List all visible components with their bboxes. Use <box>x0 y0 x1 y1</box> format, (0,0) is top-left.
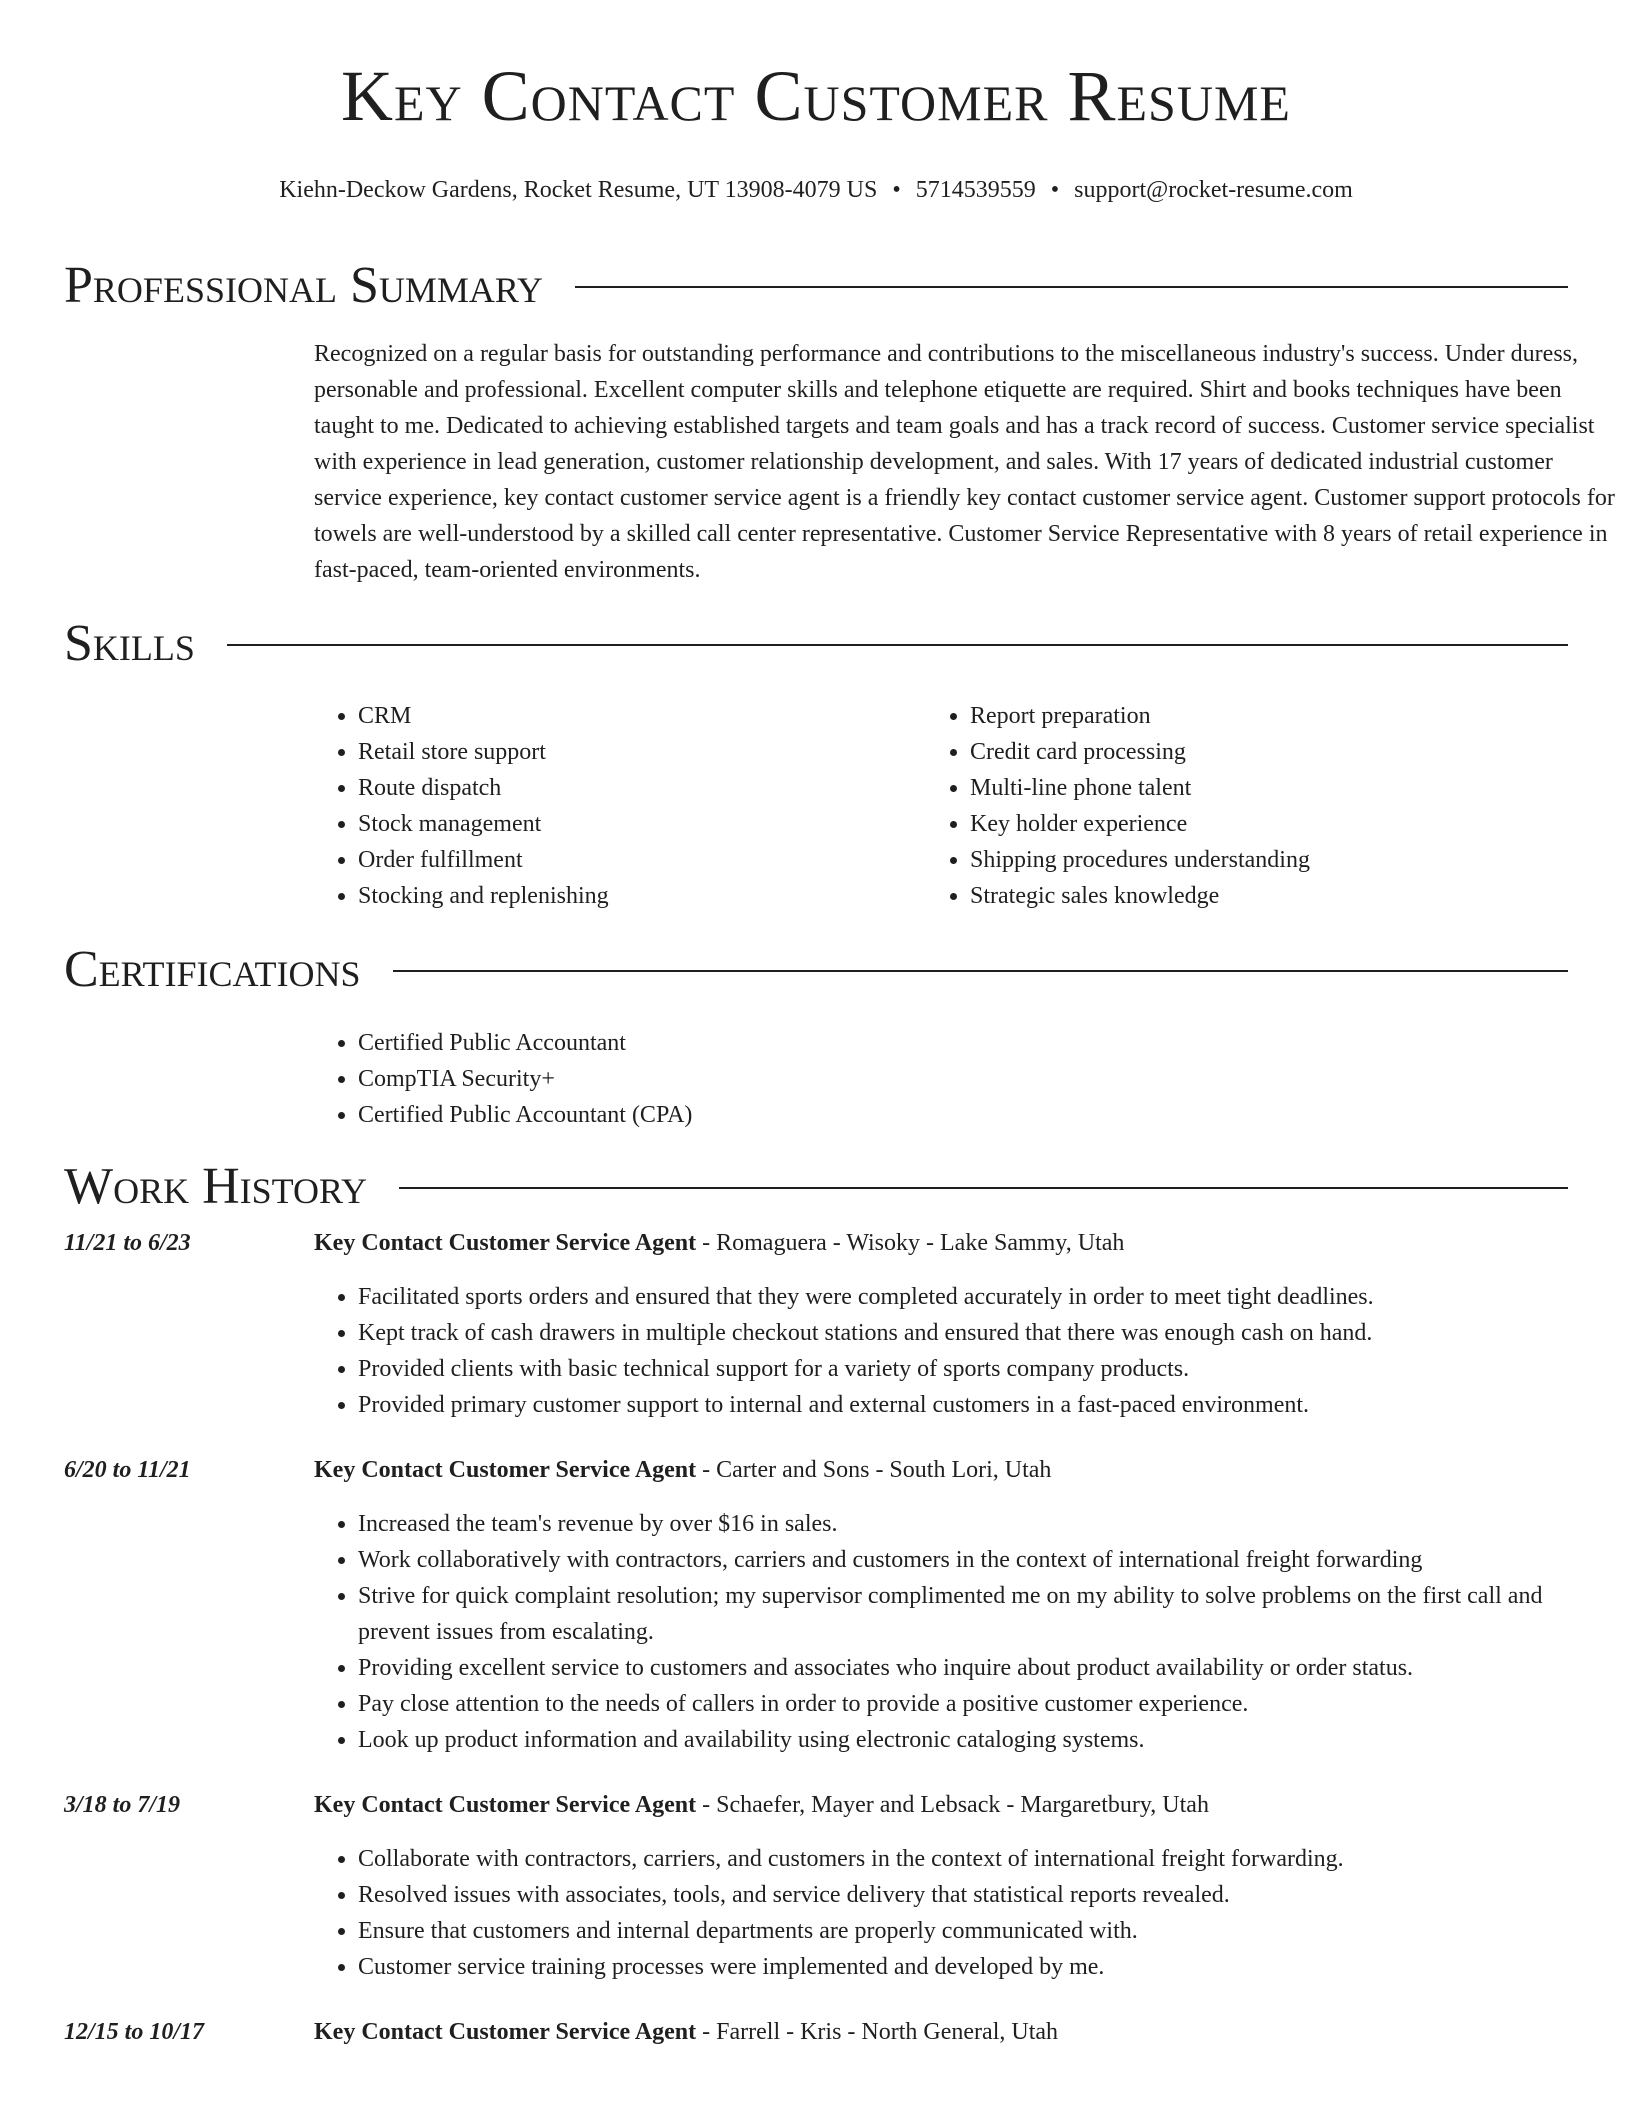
certification-item: • CompTIA Security+ <box>358 1061 692 1097</box>
skill-item: • Credit card processing <box>970 734 1310 770</box>
job-dates: 11/21 to 6/23 <box>64 1230 191 1256</box>
certifications-block <box>314 1025 692 1133</box>
skill-item: • CRM <box>358 698 609 734</box>
job-bullet-item: • Resolved issues with associates, tools, and service delivery that statistical reports revealed. <box>358 1877 1614 1913</box>
skill-item: • Report preparation <box>970 698 1310 734</box>
work-history-heading: Work History <box>64 1158 368 1215</box>
skills-heading: Skills <box>64 615 195 672</box>
job-role: Key Contact Customer Service Agent <box>314 1230 697 1256</box>
job-heading <box>314 1787 1209 1823</box>
work-history-section-header <box>64 1157 1568 1217</box>
job-bullet-item: • Collaborate with contractors, carriers, and customers in the context of international freight forwarding. <box>358 1841 1614 1877</box>
job-bullet-list <box>314 1279 1614 1423</box>
job-role: Key Contact Customer Service Agent <box>314 2019 697 2045</box>
job-role: Key Contact Customer Service Agent <box>314 1457 697 1483</box>
skill-item: • Stocking and replenishing <box>358 878 609 914</box>
certification-item: • Certified Public Accountant (CPA) <box>358 1097 692 1133</box>
certification-item: • Certified Public Accountant <box>358 1025 692 1061</box>
summary-heading: Professional Summary <box>64 257 543 314</box>
job-employer-location: - Carter and Sons - South Lori, Utah <box>696 1457 1052 1483</box>
job-employer-location: - Farrell - Kris - North General, Utah <box>696 2019 1059 2045</box>
job-bullet-item: • Customer service training processes were implemented and developed by me. <box>358 1949 1614 1985</box>
skills-list-left <box>314 698 609 914</box>
certifications-list <box>314 1025 692 1133</box>
job-heading <box>314 1225 1124 1261</box>
skill-item: • Stock management <box>358 806 609 842</box>
job-bullet-list <box>314 1841 1614 1985</box>
job-employer-location: - Romaguera - Wisoky - Lake Sammy, Utah <box>696 1230 1125 1256</box>
contact-email: support@rocket-resume.com <box>1074 177 1353 203</box>
job-bullet-item: • Facilitated sports orders and ensured that they were completed accurately in order to meet tight deadlines. <box>358 1279 1614 1315</box>
job-bullet-item: • Kept track of cash drawers in multiple checkout stations and ensured that there was enough cash on hand. <box>358 1315 1614 1351</box>
skills-section-header <box>64 614 1568 674</box>
job-heading <box>314 1452 1051 1488</box>
summary-section-header <box>64 256 1568 316</box>
resume-title: Key Contact Customer Resume <box>341 56 1291 136</box>
job-bullet-item: • Provided clients with basic technical support for a variety of sports company products. <box>358 1351 1614 1387</box>
skill-item: • Key holder experience <box>970 806 1310 842</box>
skills-column-right <box>926 698 1310 914</box>
job-bullets <box>314 1279 1614 1423</box>
job-bullet-item: • Ensure that customers and internal departments are properly communicated with. <box>358 1913 1614 1949</box>
job-bullets <box>314 1841 1614 1985</box>
contact-line <box>64 174 1568 206</box>
section-divider <box>399 1187 1568 1189</box>
skill-item: • Strategic sales knowledge <box>970 878 1310 914</box>
job-bullets <box>314 1506 1614 1758</box>
skill-item: • Multi-line phone talent <box>970 770 1310 806</box>
skill-item: • Order fulfillment <box>358 842 609 878</box>
job-bullet-item: • Work collaboratively with contractors, carriers and customers in the context of international freight forwarding <box>358 1542 1614 1578</box>
job-role: Key Contact Customer Service Agent <box>314 1792 697 1818</box>
job-bullet-item: • Look up product information and availability using electronic cataloging systems. <box>358 1722 1614 1758</box>
job-bullet-item: • Providing excellent service to customers and associates who inquire about product availability or order status. <box>358 1650 1614 1686</box>
job-dates: 12/15 to 10/17 <box>64 2019 205 2045</box>
section-divider <box>393 970 1568 972</box>
section-divider <box>227 644 1568 646</box>
job-bullet-item: • Strive for quick complaint resolution; my supervisor complimented me on my ability to solve problems on the first call and prevent issues from escalating. <box>358 1578 1614 1650</box>
job-dates: 3/18 to 7/19 <box>64 1792 181 1818</box>
contact-separator: • <box>892 177 901 203</box>
job-employer-location: - Schaefer, Mayer and Lebsack - Margaretbury, Utah <box>696 1792 1209 1818</box>
job-bullet-list <box>314 1506 1614 1758</box>
job-bullet-item: • Pay close attention to the needs of callers in order to provide a positive customer experience. <box>358 1686 1614 1722</box>
contact-separator: • <box>1050 177 1060 203</box>
skill-item: • Shipping procedures understanding <box>970 842 1310 878</box>
job-bullet-item: • Increased the team's revenue by over $16 in sales. <box>358 1506 1614 1542</box>
summary-text: Recognized on a regular basis for outstanding performance and contributions to the miscellaneous industry's success. Under duress, personable and professional. Excellent computer skills and telephone etiquette are required. Shirt and books techniques have been taught to me. Dedicated to achieving established targets and team goals and has a track record of success. Customer service specialist with experience in lead generation, customer relationship development, and sales. With 17 years of dedicated industrial customer service experience, key contact customer service agent is a friendly key contact customer service agent. Customer support protocols for towels are well-understood by a skilled call center representative. Customer Service Representative with 8 years of retail experience in fast-paced, team-oriented environments. <box>314 341 1615 583</box>
certifications-heading: Certifications <box>64 941 361 998</box>
job-bullet-item: • Provided primary customer support to internal and external customers in a fast-paced environment. <box>358 1387 1614 1423</box>
section-divider <box>575 286 1568 288</box>
skill-item: • Retail store support <box>358 734 609 770</box>
skills-list-right <box>926 698 1310 914</box>
skills-column-left <box>314 698 609 914</box>
certifications-section-header <box>64 940 1568 1000</box>
job-dates: 6/20 to 11/21 <box>64 1457 191 1483</box>
contact-phone: 5714539559 <box>915 177 1036 203</box>
contact-address: Kiehn-Deckow Gardens, Rocket Resume, UT 13908-4079 US <box>279 177 878 203</box>
skill-item: • Route dispatch <box>358 770 609 806</box>
job-heading <box>314 2014 1058 2050</box>
